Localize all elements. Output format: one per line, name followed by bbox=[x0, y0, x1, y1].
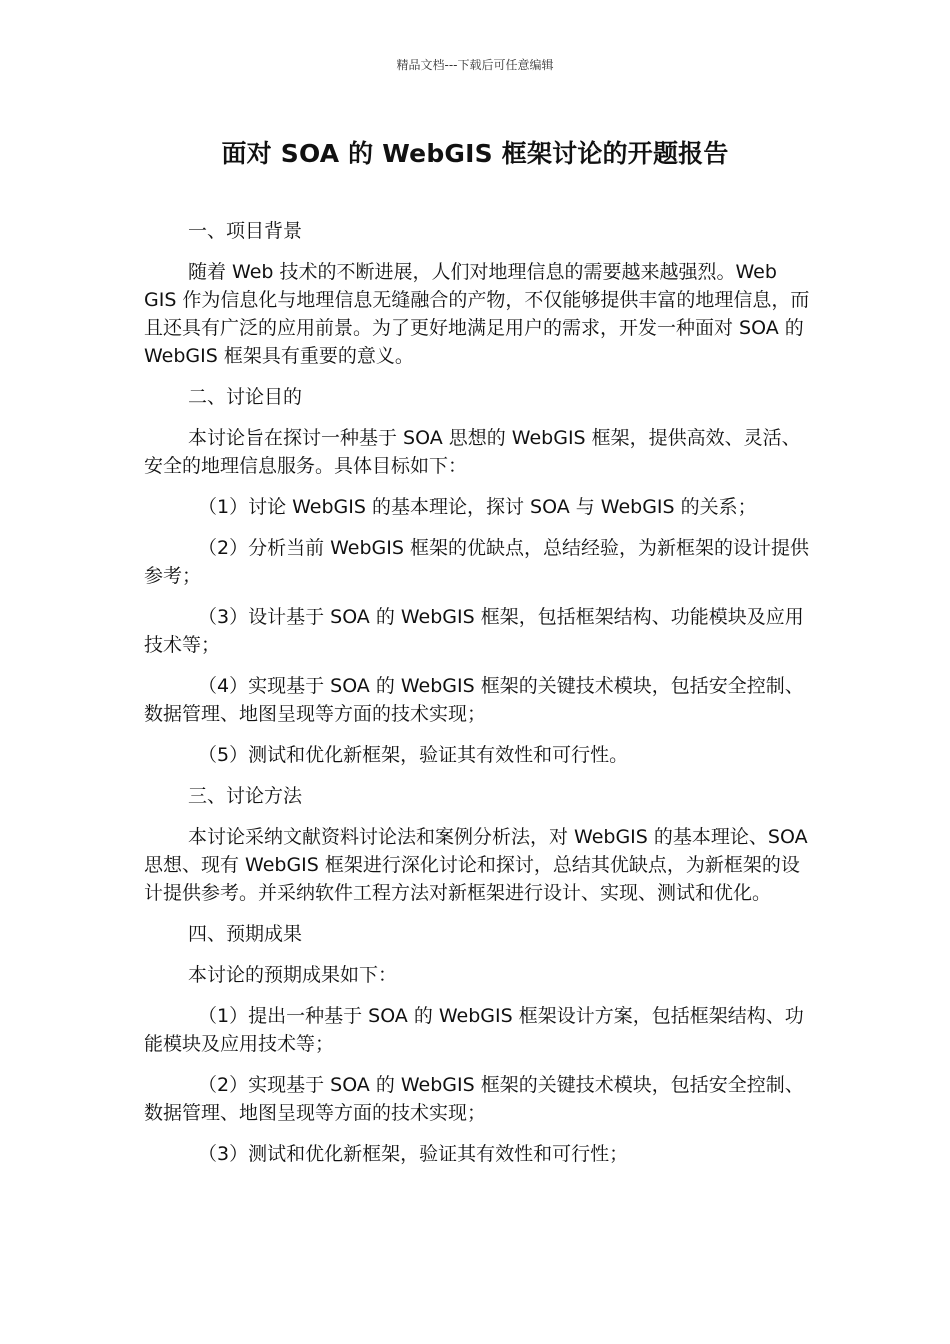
list-item: （5）测试和优化新框架，验证其有效性和可行性。 bbox=[198, 744, 629, 766]
section-heading: 二、讨论目的 bbox=[188, 386, 303, 408]
list-item: （2）分析当前 WebGIS 框架的优缺点，总结经验，为新框架的设计提供参考； bbox=[144, 537, 809, 587]
body-paragraph: 本讨论的预期成果如下： bbox=[188, 964, 398, 986]
list-item: （3）测试和优化新框架，验证其有效性和可行性； bbox=[198, 1143, 629, 1165]
section-heading: 四、预期成果 bbox=[188, 923, 303, 945]
list-item: （3）设计基于 SOA 的 WebGIS 框架，包括框架结构、功能模块及应用技术等； bbox=[144, 606, 804, 656]
document-title: 面对 SOA 的 WebGIS 框架讨论的开题报告 bbox=[221, 139, 729, 168]
body-paragraph: 本讨论采纳文献资料讨论法和案例分析法，对 WebGIS 的基本理论、SOA 思想、现有 WebGIS 框架进行深化讨论和探讨，总结其优缺点，为新框架的设计提供参考。并采纳软件工程方法对新框架进行设计、实现、测试和优化。 bbox=[144, 826, 808, 904]
document-body bbox=[144, 217, 810, 1168]
list-item: （1）讨论 WebGIS 的基本理论，探讨 SOA 与 WebGIS 的关系； bbox=[198, 496, 757, 518]
body-paragraph: 本讨论旨在探讨一种基于 SOA 思想的 WebGIS 框架，提供高效、灵活、安全的地理信息服务。具体目标如下： bbox=[144, 427, 801, 477]
body-paragraph: 随着 Web 技术的不断进展，人们对地理信息的需要越来越强烈。Web GIS 作为信息化与地理信息无缝融合的产物，不仅能够提供丰富的地理信息，而且还具有广泛的应用前景。为了更好地满足用户的需求，开发一种面对 SOA 的 WebGIS 框架具有重要的意义。 bbox=[144, 261, 810, 367]
list-item: （1）提出一种基于 SOA 的 WebGIS 框架设计方案，包括框架结构、功能模块及应用技术等； bbox=[144, 1005, 804, 1055]
list-item: （4）实现基于 SOA 的 WebGIS 框架的关键技术模块，包括安全控制、数据管理、地图呈现等方面的技术实现； bbox=[144, 675, 804, 725]
section-heading: 一、项目背景 bbox=[188, 220, 303, 242]
page-header: 精品文档---下载后可任意编辑 bbox=[396, 58, 554, 72]
list-item: （2）实现基于 SOA 的 WebGIS 框架的关键技术模块，包括安全控制、数据管理、地图呈现等方面的技术实现； bbox=[144, 1074, 804, 1124]
section-heading: 三、讨论方法 bbox=[188, 785, 303, 807]
